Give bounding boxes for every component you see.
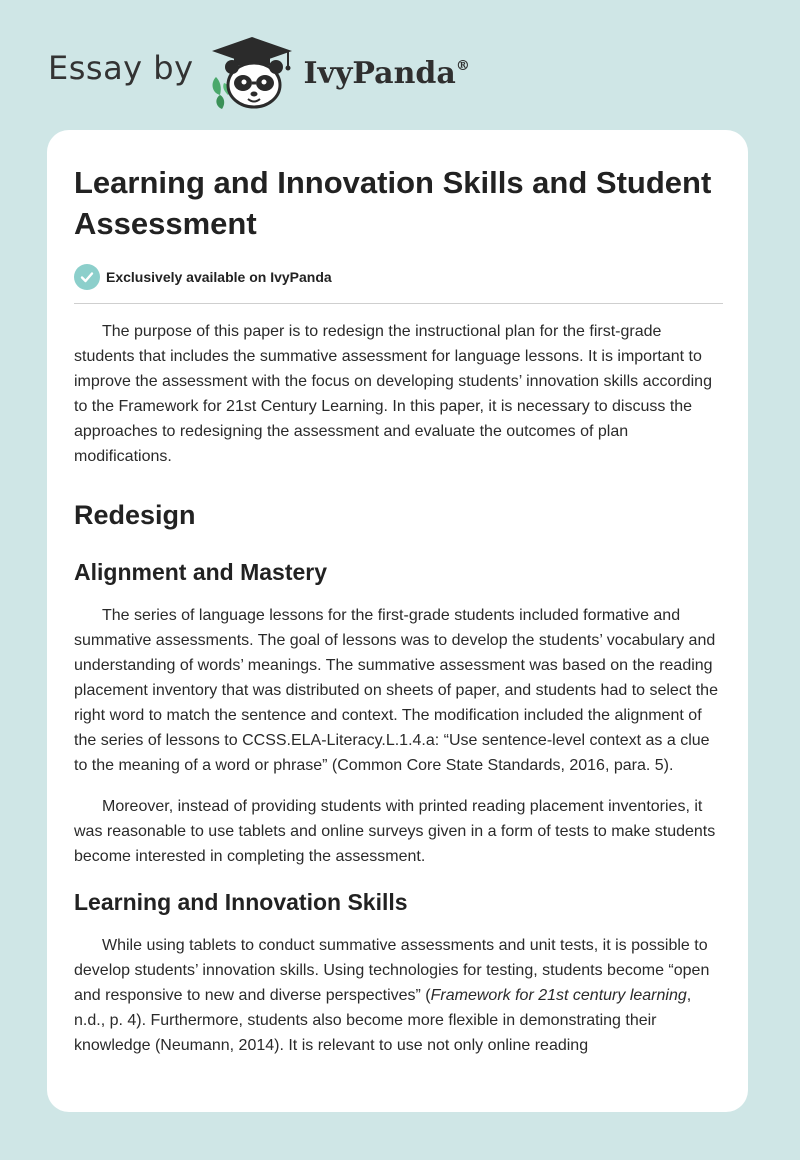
divider bbox=[74, 303, 723, 304]
subheading-innovation-skills: Learning and Innovation Skills bbox=[74, 889, 408, 915]
exclusive-notice bbox=[74, 263, 723, 291]
section-heading-redesign: Redesign bbox=[74, 500, 196, 530]
intro-paragraph: The purpose of this paper is to redesign the instructional plan for the first-grade students that includes the summative assessment for language lessons. It is important to improve the assessment with the focus on developing students’ innovation skills according to the Framework for 21st Century Learning. In this paper, it is necessary to discuss the approaches to redesigning the assessment and evaluate the outcomes of plan modifications. bbox=[74, 323, 712, 465]
essay-content bbox=[74, 162, 723, 1058]
exclusive-label: Exclusively available on IvyPanda bbox=[106, 269, 332, 285]
essay-card bbox=[47, 130, 748, 1112]
panda-graduate-icon[interactable] bbox=[208, 33, 296, 111]
paragraph-alignment-2: Moreover, instead of providing students with printed reading placement inventories, it was reasonable to use tablets and online surveys given in a form of tests to make students become interested in completing the assessment. bbox=[74, 798, 716, 865]
essay-title: Learning and Innovation Skills and Student Assessment bbox=[74, 165, 712, 241]
trademark-mark: ® bbox=[455, 57, 470, 74]
paragraph-alignment-1: The series of language lessons for the first-grade students included formative and summative assessments. The goal of lessons was to develop the students’ vocabulary and understanding of words’ meanings. The summative assessment was based on the reading placement inventory that was distributed on sheets of paper, and students had to select the right word to match the sentence and context. The modification included the alignment of the series of lessons to CCSS.ELA-Literacy.L.1.4.a: “Use sentence-level context as a clue to the meaning of a word or phrase” (Common Core State Standards, 2016, para. 5). bbox=[74, 607, 718, 774]
subheading-alignment-mastery: Alignment and Mastery bbox=[74, 559, 328, 585]
check-icon bbox=[74, 264, 100, 290]
site-header bbox=[48, 32, 470, 112]
framework-citation: Framework for 21st century learning bbox=[430, 987, 687, 1004]
paragraph-innovation-1: While using tablets to conduct summative assessments and unit tests, it is possible to develop students’ innovation skills. Using technologies for testing, students become “open and responsive to new and diverse perspectives” (Framework for 21st century learning, n.d., p. 4). Furthermore, students also become more flexible in demonstrating their knowledge (Neumann, 2014). It is relevant to use not only online reading bbox=[74, 937, 710, 1054]
essay-by-label: Essay by bbox=[48, 49, 194, 87]
ivypanda-brand[interactable]: IvyPanda® bbox=[303, 55, 470, 91]
